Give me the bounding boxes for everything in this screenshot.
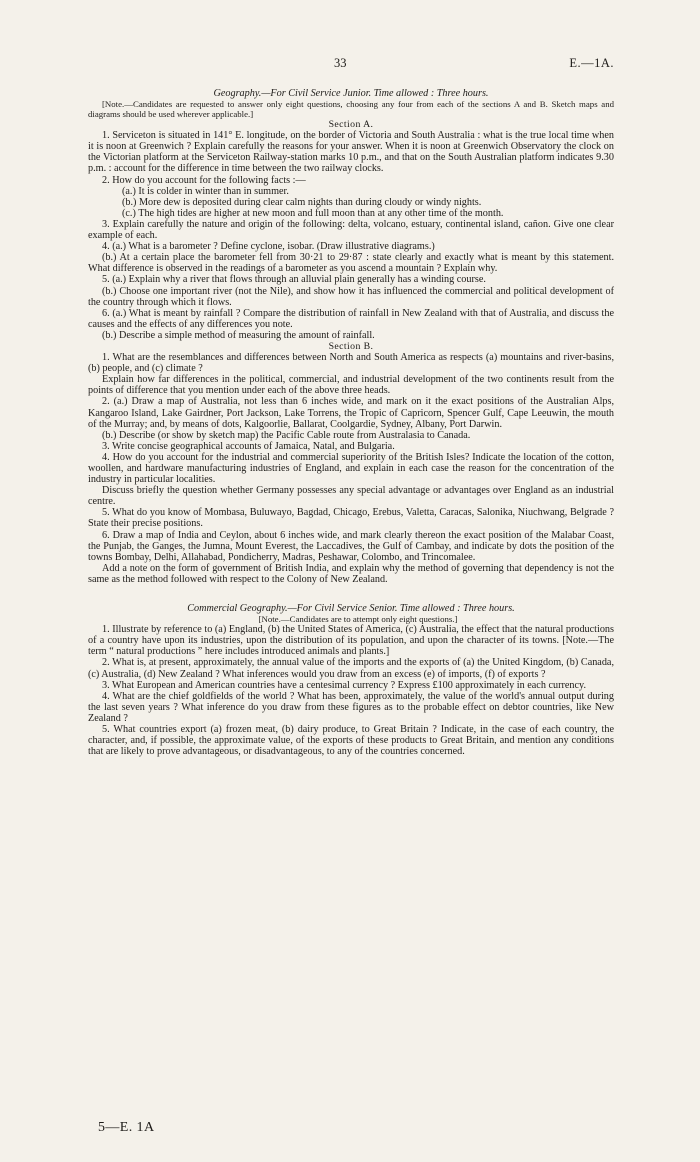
question: 6. (a.) What is meant by rainfall ? Compare the distribution of rainfall in New Zealand with that of Australia, and discuss the causes and the effects of any differences you note. bbox=[88, 307, 614, 330]
printer-signature: 5—E. 1A bbox=[98, 1120, 155, 1135]
question: 1. What are the resemblances and differences between North and South America as respects (a) mountains and river-basins, (b) people, and (c) climate ? bbox=[88, 352, 614, 375]
question: 1. Illustrate by reference to (a) England, (b) the United States of America, (c) Australia, the effect that the natural productions of a country have upon its industries, upon the distribution of its population, and upon the character of its towns. [Note.—The term “ natural productions ” here includes introduced animals and plants.] bbox=[88, 624, 614, 658]
sub-question: (c.) The high tides are higher at new moon and full moon than at any other time of the month. bbox=[122, 207, 504, 219]
document-body bbox=[88, 88, 614, 757]
question: 2. How do you account for the following facts :— bbox=[102, 174, 306, 186]
question: Add a note on the form of government of British India, and explain why the method of governing that dependency is not the same as the method followed with respect to the Colony of New Zealand. bbox=[88, 562, 614, 585]
question: 5. What countries export (a) frozen meat, (b) dairy produce, to Great Britain ? Indicate, in the case of each country, the character, and, if possible, the approximate value, of the exports of these products to Great Britain, and mention any conditions that are likely to prove advantageous, or disadvantageous, to any of the countries concerned. bbox=[88, 723, 614, 758]
exam-title: Geography.—For Civil Service Junior. Time allowed : Three hours. bbox=[213, 88, 489, 99]
question: 4. How do you account for the industrial and commercial superiority of the British Isles? Indicate the location of the cotton, woollen, and hardware manufacturing industries of England, and explain in each case the reason for the concentration of the industry in particular localities. bbox=[88, 451, 614, 486]
sub-question: (b.) More dew is deposited during clear calm nights than during cloudy or windy nights. bbox=[122, 196, 482, 208]
section-heading: Section A. bbox=[328, 119, 374, 131]
question: (b.) Choose one important river (not the Nile), and show how it has influenced the commercial and political development of the country through which it flows. bbox=[88, 285, 614, 308]
question: (b.) Describe (or show by sketch map) the Pacific Cable route from Australasia to Canada. bbox=[102, 429, 471, 441]
question: 1. Serviceton is situated in 141° E. longitude, on the border of Victoria and South Australia : what is the true local time when it is noon at Greenwich ? Explain carefully the reasons for your answer. When it is noon at Greenwich Observatory the clock on the Victorian platform at the Serviceton Railway-station marks 10 p.m., and that on the South Australian platform indicates 9.30 p.m. : account for the difference in time between the two railway clocks. bbox=[88, 130, 614, 175]
question: 5. What do you know of Mombasa, Buluwayo, Bagdad, Chicago, Erebus, Valetta, Caracas, Salonika, Niuchwang, Belgrade ? State their precise positions. bbox=[88, 507, 614, 530]
page-header bbox=[0, 56, 700, 72]
exam-title: Commercial Geography.—For Civil Service Senior. Time allowed : Three hours. bbox=[187, 603, 515, 615]
question: (b.) At a certain place the barometer fell from 30·21 to 29·87 : state clearly and exactly what is meant by this statement. What difference is observed in the readings of a barometer as you ascend a mountain ? Explain why. bbox=[88, 252, 614, 275]
question: 4. What are the chief goldfields of the world ? What has been, approximately, the value of the world's annual output during the last seven years ? What inference do you draw from these figures as to the probable effect on debtor countries, like New Zealand ? bbox=[88, 690, 614, 724]
question: 3. What European and American countries have a centesimal currency ? Express £100 approximately in each currency. bbox=[102, 679, 586, 691]
exam-note: [Note.—Candidates are to attempt only eight questions.] bbox=[258, 614, 458, 625]
question: 2. (a.) Draw a map of Australia, not less than 6 inches wide, and mark on it the exact positions of the Australian Alps, Kangaroo Island, Lake Gairdner, Port Jackson, Lake Torrens, the Tropic of Capricorn, Spencer Gulf, Cape Leeuwin, the mouth of the Murray; and, by means of dots, Kalgoorlie, Ballarat, Coolgardie, Sydney, Albany, Port Darwin. bbox=[88, 396, 614, 430]
page-number: 33 bbox=[334, 56, 347, 70]
question: 2. What is, at present, approximately, the annual value of the imports and the exports of (a) the United Kingdom, (b) Canada, (c) Australia, (d) New Zealand ? What inferences would you draw from an excess (e) of imports, (f) of exports ? bbox=[88, 657, 614, 680]
question: 4. (a.) What is a barometer ? Define cyclone, isobar. (Draw illustrative diagrams.) bbox=[102, 241, 435, 253]
question: Discuss briefly the question whether Germany possesses any special advantage or advantages over England as an industrial centre. bbox=[88, 485, 614, 508]
sub-question: (a.) It is colder in winter than in summer. bbox=[122, 185, 289, 197]
question: 3. Explain carefully the nature and origin of the following: delta, volcano, estuary, continental island, cañon. Give one clear example of each. bbox=[88, 218, 614, 242]
section-heading: Section B. bbox=[328, 340, 374, 352]
exam-note: [Note.—Candidates are requested to answer only eight questions, choosing any four from each of the sections A and B. Sketch maps and diagrams should be used wherever applicable.] bbox=[88, 99, 614, 120]
question: Explain how far differences in the political, commercial, and industrial development of the two continents result from the points of difference that you mention under each of the above three heads. bbox=[88, 374, 614, 397]
document-reference: E.—1A. bbox=[569, 56, 614, 70]
question: (b.) Describe a simple method of measuring the amount of rainfall. bbox=[102, 329, 375, 341]
question: 5. (a.) Explain why a river that flows through an alluvial plain generally has a winding course. bbox=[102, 274, 486, 286]
section-divider bbox=[88, 585, 614, 603]
question: 6. Draw a map of India and Ceylon, about 6 inches wide, and mark clearly thereon the exact position of the Malabar Coast, the Punjab, the Ganges, the Jumna, Mount Everest, the Laccadives, the Gulf of Cambay, and indicate by dots the position of the towns Bombay, Delhi, Allahabad, Pondicherry, Madras, Peshawar, Colombo, and Trincomalee. bbox=[88, 529, 614, 563]
question: 3. Write concise geographical accounts of Jamaica, Natal, and Bulgaria. bbox=[102, 440, 395, 452]
